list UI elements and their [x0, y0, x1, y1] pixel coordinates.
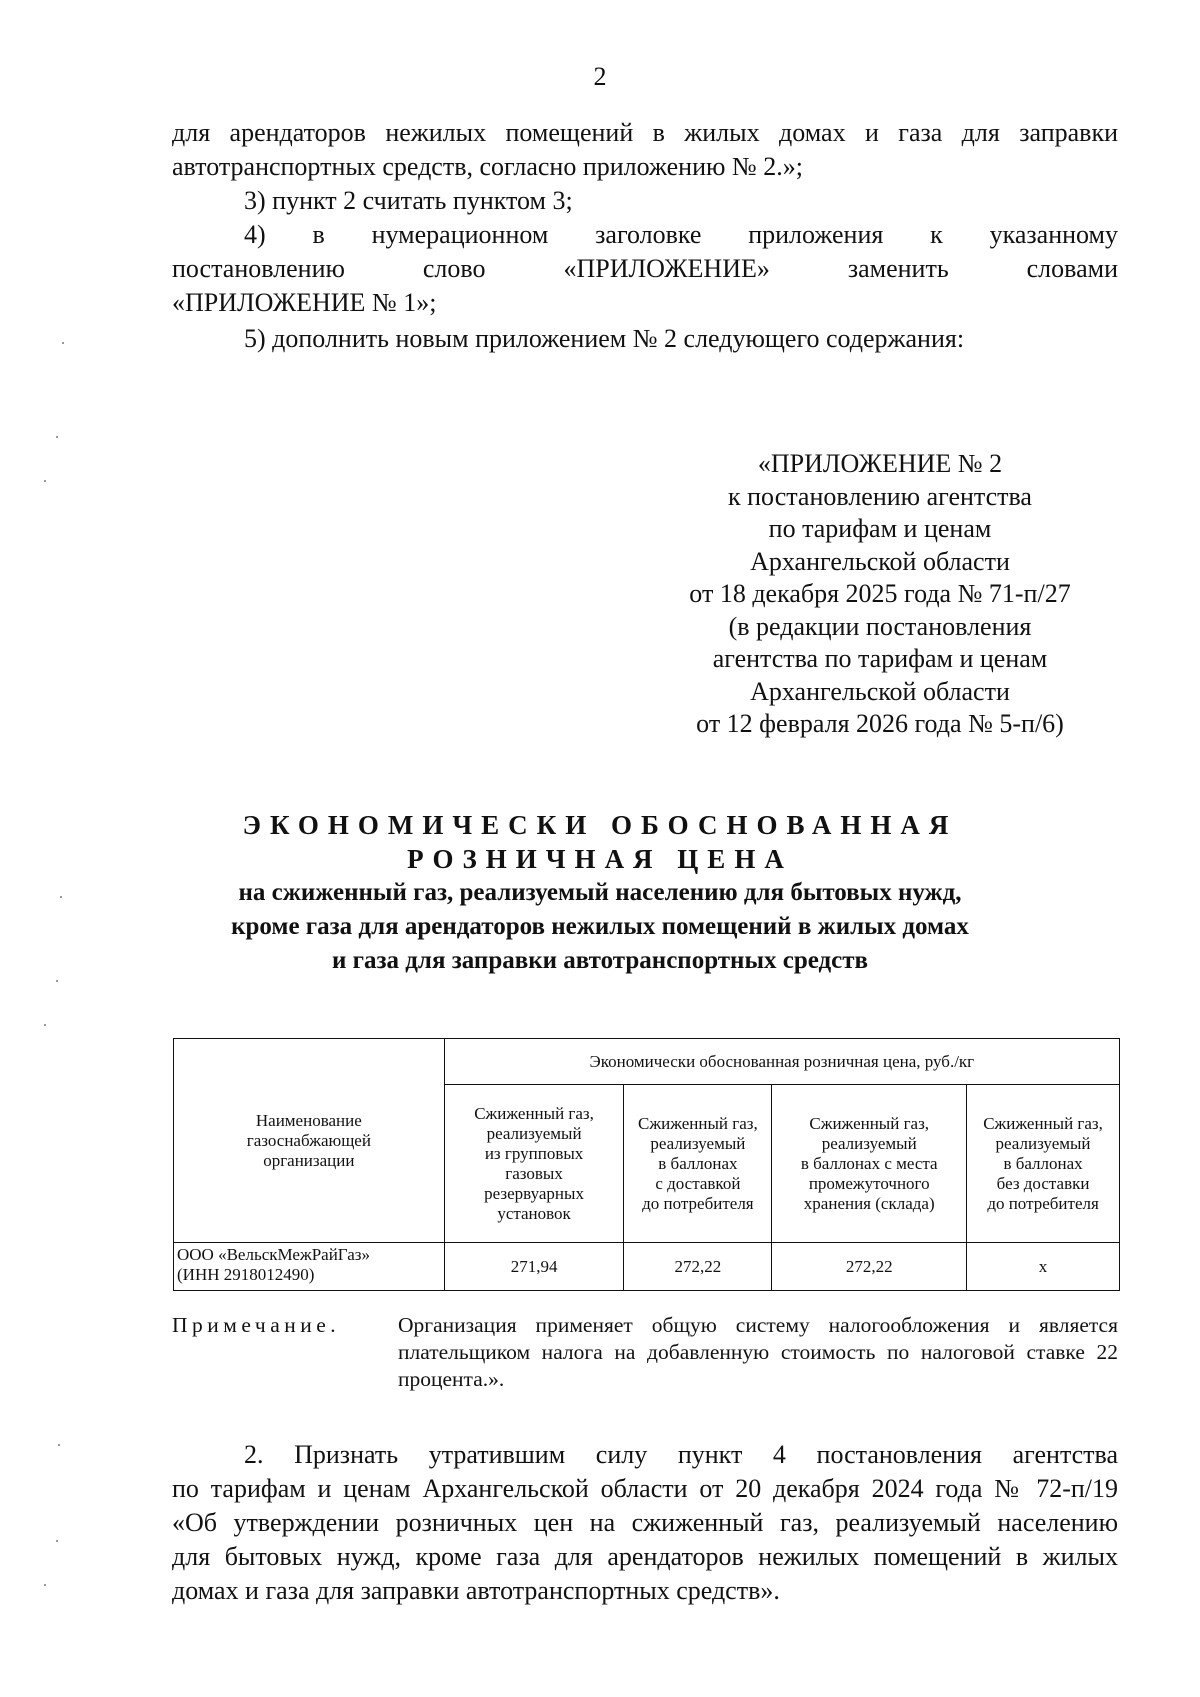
- org-inn: (ИНН 2918012490): [177, 1265, 315, 1284]
- item-4-line: постановлению слово «ПРИЛОЖЕНИЕ» заменить словами: [172, 254, 1118, 283]
- closing-line: «Об утверждении розничных цен на сжиженный газ, реализуемый населению: [172, 1508, 1118, 1537]
- price-cell: 272,22: [772, 1243, 967, 1291]
- appendix-header: [640, 448, 1120, 741]
- header-line: реализуемый: [650, 1133, 746, 1153]
- item-3: 3) пункт 2 считать пунктом 3;: [244, 186, 573, 215]
- title-line: РОЗНИЧНАЯ ЦЕНА: [407, 844, 793, 874]
- appendix-line: к постановлению агентства: [728, 481, 1032, 511]
- header-line: установок: [497, 1203, 571, 1223]
- scan-speck: [56, 1540, 58, 1542]
- item-5: 5) дополнить новым приложением № 2 следующего содержания:: [244, 324, 965, 353]
- scan-speck: [56, 980, 58, 982]
- page-number: 2: [593, 62, 607, 91]
- header-line: газовых: [505, 1163, 563, 1183]
- appendix-line: по тарифам и ценам: [768, 514, 992, 543]
- scan-speck: [58, 1444, 60, 1446]
- header-line: Сжиженный газ,: [983, 1113, 1103, 1133]
- header-line: с доставкой: [655, 1173, 741, 1193]
- header-line: Сжиженный газ,: [809, 1113, 930, 1133]
- scan-speck: [44, 480, 46, 482]
- header-line: Сжиженный газ,: [474, 1103, 594, 1123]
- scan-speck: [44, 1024, 46, 1026]
- appendix-line: Архангельской области: [750, 676, 1010, 706]
- price-cell: 271,94: [444, 1243, 624, 1291]
- appendix-line: Архангельской области: [750, 546, 1010, 576]
- header-org-line: Наименование: [255, 1110, 362, 1130]
- closing-line: домах и газа для заправки автотранспортных средств».: [172, 1576, 780, 1605]
- header-subcol: [444, 1085, 624, 1243]
- appendix-line: «ПРИЛОЖЕНИЕ № 2: [757, 449, 1003, 478]
- item-4-line: 4) в нумерационном заголовке приложения к указанному: [244, 220, 1118, 249]
- header-line: промежуточного: [808, 1173, 930, 1193]
- header-line: реализуемый: [995, 1133, 1091, 1153]
- header-line: без доставки: [996, 1173, 1090, 1193]
- header-org: [174, 1039, 445, 1243]
- header-line: в баллонах: [658, 1153, 738, 1173]
- header-org-line: организации: [263, 1150, 355, 1170]
- closing-line: 2. Признать утратившим силу пункт 4 постановления агентства: [244, 1440, 1118, 1469]
- appendix-line: от 12 февраля 2026 года № 5-п/6): [696, 709, 1064, 738]
- title-line: и газа для заправки автотранспортных средств: [331, 947, 869, 974]
- title-line: ЭКОНОМИЧЕСКИ ОБОСНОВАННАЯ: [242, 810, 958, 840]
- scan-speck: [56, 436, 58, 438]
- header-subcol: [772, 1085, 967, 1243]
- header-org-line: газоснабжающей: [246, 1130, 371, 1150]
- scan-speck: [44, 1584, 46, 1586]
- header-group: Экономически обоснованная розничная цена, руб./кг: [444, 1039, 1119, 1085]
- closing-line: по тарифам и ценам Архангельской области от 20 декабря 2024 года № 72-п/19: [172, 1474, 1118, 1503]
- item-4-line: «ПРИЛОЖЕНИЕ № 1»;: [172, 288, 437, 317]
- intro-line: автотранспортных средств, согласно приложению № 2.»;: [172, 152, 803, 181]
- price-cell: х: [967, 1243, 1120, 1291]
- scan-speck: [60, 896, 62, 898]
- header-line: до потребителя: [642, 1193, 754, 1213]
- header-subcol: [967, 1085, 1120, 1243]
- appendix-line: агентства по тарифам и ценам: [712, 644, 1048, 673]
- org-name: ООО «ВельскМежРайГаз»: [177, 1245, 370, 1264]
- title-line: кроме газа для арендаторов нежилых помещений в жилых домах: [231, 913, 969, 940]
- document-title: [0, 808, 1200, 978]
- appendix-line: (в редакции постановления: [728, 611, 1032, 641]
- header-line: в баллонах: [1003, 1153, 1083, 1173]
- header-line: хранения (склада): [803, 1193, 935, 1213]
- intro-line: для арендаторов нежилых помещений в жилых домах и газа для заправки: [172, 118, 1118, 147]
- header-subcol: [624, 1085, 772, 1243]
- note-label: Примечание.: [172, 1313, 341, 1337]
- header-line: резервуарных: [484, 1183, 584, 1203]
- header-line: реализуемый: [821, 1133, 917, 1153]
- note-text: Организация применяет общую систему налогообложения и является плательщиком налога на добавленную стоимость по налоговой ставке 22 процента.».: [398, 1313, 1118, 1391]
- org-cell: [174, 1243, 445, 1291]
- scan-speck: [62, 342, 64, 344]
- header-line: до потребителя: [987, 1193, 1099, 1213]
- header-line: реализуемый: [486, 1123, 582, 1143]
- title-line: на сжиженный газ, реализуемый населению для бытовых нужд,: [238, 879, 962, 906]
- price-table: [173, 1038, 1120, 1291]
- table-row: [174, 1243, 1120, 1291]
- price-cell: 272,22: [624, 1243, 772, 1291]
- closing-line: для бытовых нужд, кроме газа для арендаторов нежилых помещений в жилых: [172, 1542, 1118, 1571]
- header-line: в баллонах с места: [800, 1153, 938, 1173]
- appendix-line: от 18 декабря 2025 года № 71-п/27: [689, 579, 1071, 608]
- header-line: Сжиженный газ,: [638, 1113, 758, 1133]
- header-line: из групповых: [484, 1143, 584, 1163]
